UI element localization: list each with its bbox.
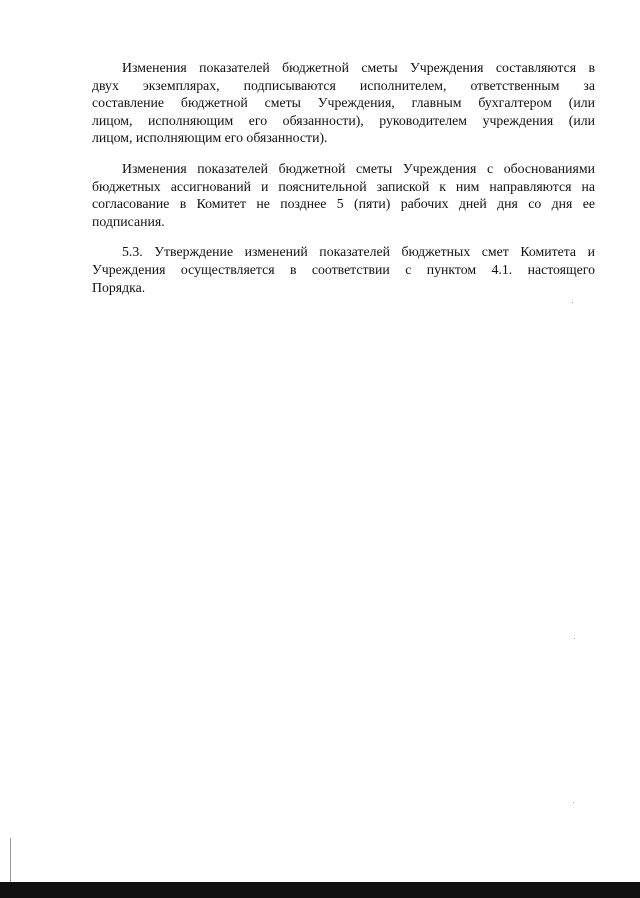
paragraph-section-5-3 <box>92 243 595 296</box>
scan-speck <box>572 302 573 303</box>
paragraph-estimate-changes-submission <box>92 160 595 230</box>
scan-speck <box>573 802 574 803</box>
text-line: Изменения показателей бюджетной сметы Учреждения составляются в <box>122 60 595 75</box>
text-line: составление бюджетной сметы Учреждения, главным бухгалтером (или <box>92 95 595 111</box>
text-line: согласование в Комитет не позднее 5 (пяти) рабочих дней дня со дня ее <box>92 196 595 212</box>
scan-edge-bottom <box>0 882 640 898</box>
text-line: бюджетных ассигнований и пояснительной запиской к ним направляются на <box>92 178 595 194</box>
text-line: двух экземплярах, подписываются исполнителем, ответственным за <box>92 77 595 93</box>
scan-edge-left <box>10 838 11 882</box>
text-line: Порядка. <box>92 279 146 295</box>
paragraph-estimate-changes-signing <box>92 59 595 147</box>
scan-speck <box>574 638 575 639</box>
document-body <box>92 59 595 309</box>
text-line: Учреждения осуществляется в соответствии с пунктом 4.1. настоящего <box>92 261 595 277</box>
text-line: лицом, исполняющим его обязанности). <box>92 130 328 146</box>
text-line: Изменения показателей бюджетной сметы Учреждения с обоснованиями <box>122 160 595 176</box>
text-line: подписания. <box>92 213 165 229</box>
text-line: 5.3. Утверждение изменений показателей бюджетных смет Комитета и <box>122 244 595 260</box>
text-line: лицом, исполняющим его обязанности), руководителем учреждения (или <box>92 112 595 128</box>
